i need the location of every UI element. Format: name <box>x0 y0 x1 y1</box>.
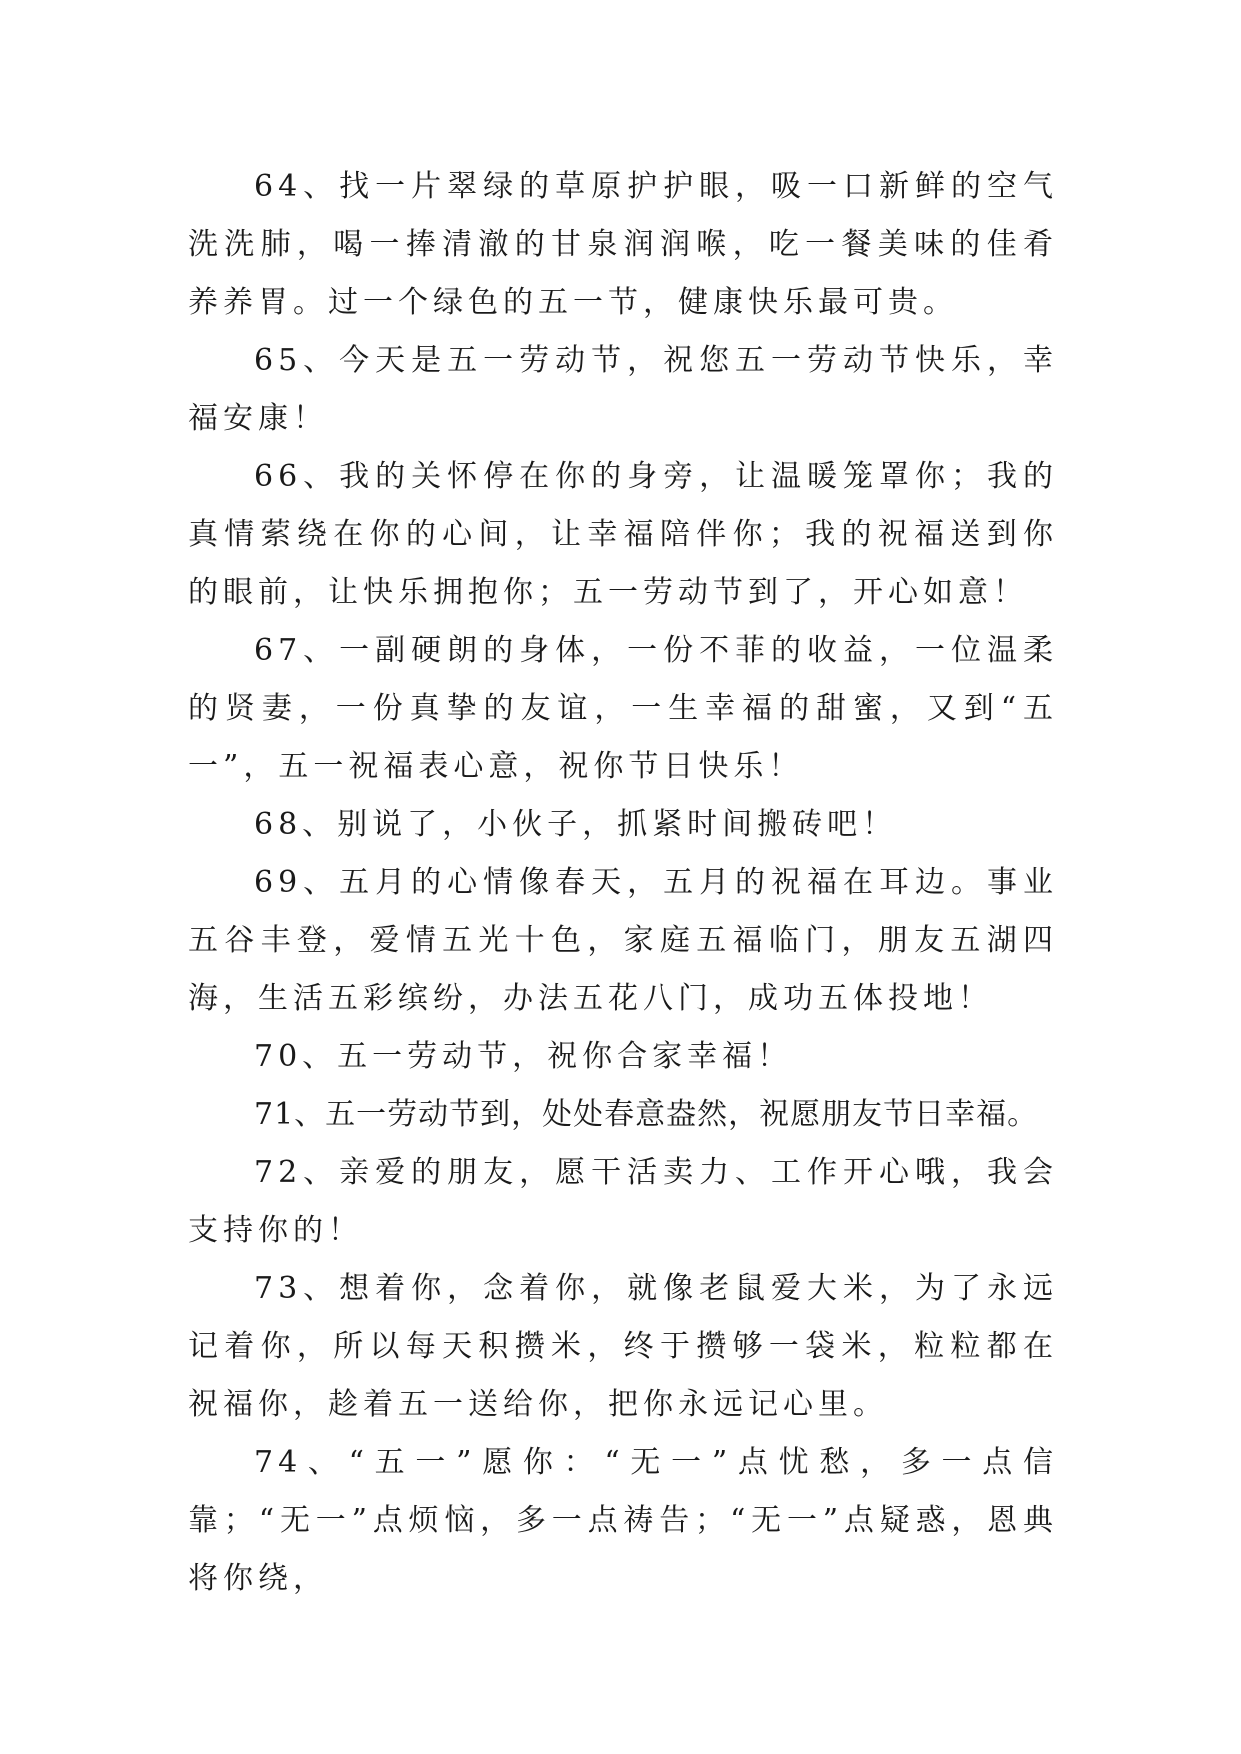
paragraph-73: 73、想着你，念着你，就像老鼠爱大米，为了永远记着你，所以每天积攒米，终于攒够一袋米，粒粒都在祝福你，趁着五一送给你，把你永远记心里。 <box>188 1271 1058 1422</box>
paragraph-64: 64、找一片翠绿的草原护护眼，吸一口新鲜的空气洗洗肺，喝一捧清澈的甘泉润润喉，吃一餐美味的佳肴养养胃。过一个绿色的五一节，健康快乐最可贵。 <box>188 169 1058 320</box>
paragraph-69: 69、五月的心情像春天，五月的祝福在耳边。事业五谷丰登，爱情五光十色，家庭五福临门，朋友五湖四海，生活五彩缤纷，办法五花八门，成功五体投地！ <box>188 865 1058 1016</box>
paragraph-65: 65、今天是五一劳动节，祝您五一劳动节快乐，幸福安康！ <box>188 343 1058 436</box>
paragraph-70: 70、五一劳动节，祝你合家幸福！ <box>254 1039 793 1074</box>
paragraph-67: 67、一副硬朗的身体，一份不菲的收益，一位温柔的贤妻，一份真挚的友谊，一生幸福的甜蜜，又到“五一”，五一祝福表心意，祝你节日快乐！ <box>188 633 1058 784</box>
paragraph-72: 72、亲爱的朋友，愿干活卖力、工作开心哦，我会支持你的！ <box>188 1155 1058 1248</box>
paragraph-66: 66、我的关怀停在你的身旁，让温暖笼罩你；我的真情萦绕在你的心间，让幸福陪伴你；我的祝福送到你的眼前，让快乐拥抱你；五一劳动节到了，开心如意！ <box>188 459 1058 610</box>
document-body <box>188 158 1058 1608</box>
paragraph-68: 68、别说了，小伙子，抓紧时间搬砖吧！ <box>254 807 898 842</box>
paragraph-74: 74、“五一”愿你：“无一”点忧愁，多一点信靠；“无一”点烦恼，多一点祷告；“无一”点疑惑，恩典将你绕， <box>188 1445 1058 1596</box>
paragraph-71: 71、五一劳动节到，处处春意盎然，祝愿朋友节日幸福。 <box>254 1097 1039 1132</box>
